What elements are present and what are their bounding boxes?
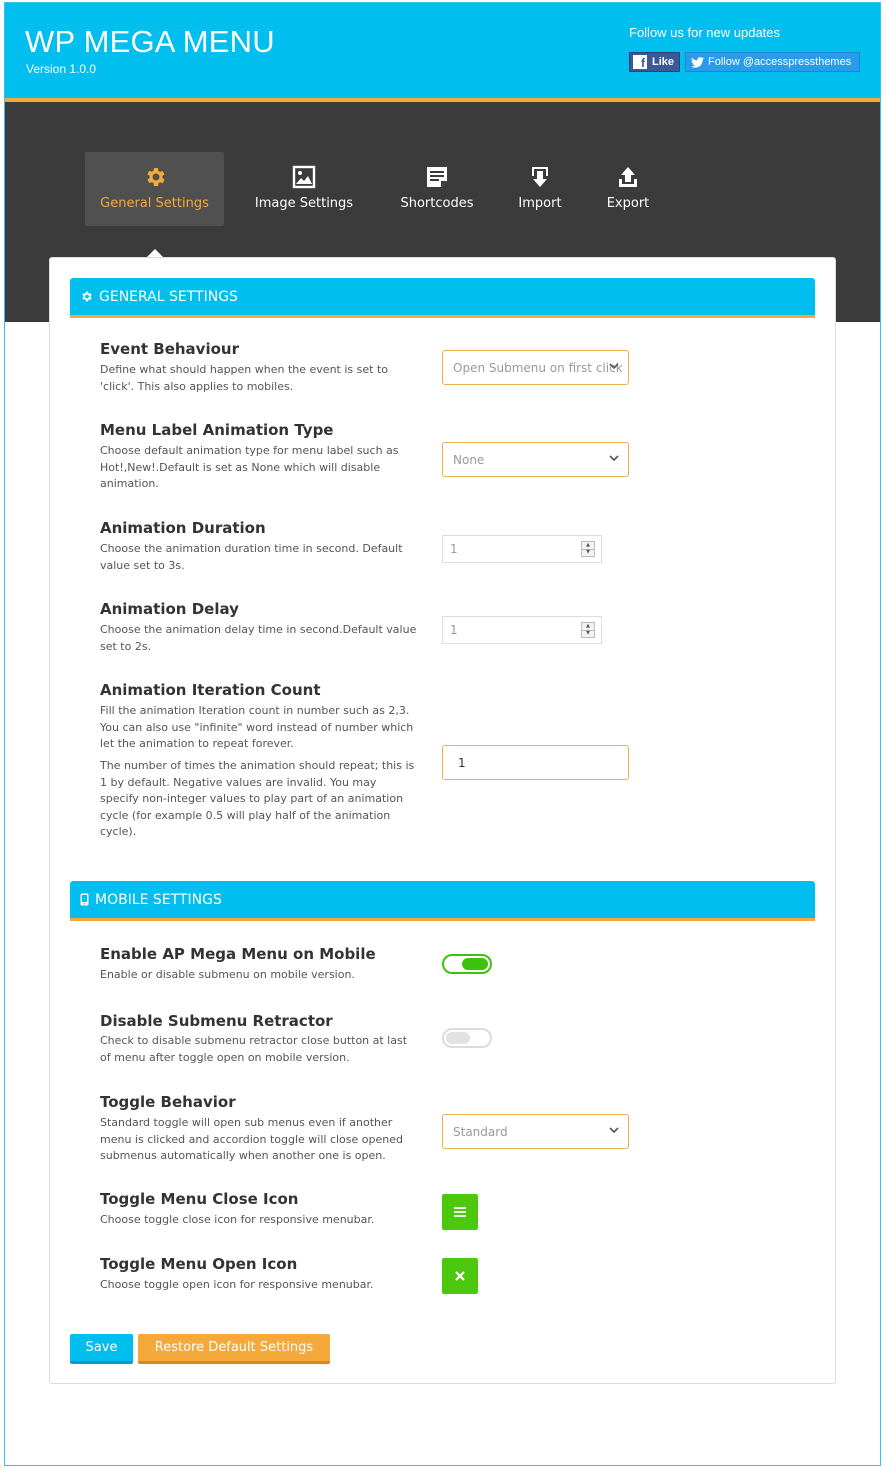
toggle-behavior-select[interactable] xyxy=(442,1114,629,1149)
animation-iteration-input[interactable] xyxy=(442,745,629,780)
number-spinner[interactable] xyxy=(581,622,595,638)
facebook-like-button[interactable] xyxy=(629,52,680,72)
animation-duration-title: Animation Duration xyxy=(100,519,266,537)
twitter-follow-button[interactable] xyxy=(685,52,860,72)
enable-mobile-desc: Enable or disable submenu on mobile version. xyxy=(100,968,355,981)
number-spinner[interactable] xyxy=(581,541,595,557)
general-settings-header xyxy=(70,278,815,318)
mobile-settings-header xyxy=(70,881,815,921)
toggle-knob xyxy=(462,958,488,970)
animation-delay-desc: Choose the animation delay time in second.Default value set to 2s. xyxy=(100,623,417,653)
document-icon xyxy=(425,164,449,190)
disable-retractor-desc: Check to disable submenu retractor close button at last of menu after toggle open on mobile version. xyxy=(100,1034,408,1064)
open-icon-desc: Choose toggle open icon for responsive menubar. xyxy=(100,1278,374,1291)
toggle-knob xyxy=(446,1032,470,1044)
export-icon xyxy=(617,164,639,190)
section-title: GENERAL SETTINGS xyxy=(99,288,238,305)
event-behaviour-select[interactable] xyxy=(442,350,629,385)
restore-defaults-button[interactable]: Restore Default Settings xyxy=(138,1334,330,1364)
animation-duration-input[interactable] xyxy=(442,535,602,563)
tab-import[interactable] xyxy=(510,152,570,226)
chevron-down-icon xyxy=(609,1127,619,1134)
plugin-title: WP MEGA MENU xyxy=(25,24,275,59)
save-button[interactable]: Save xyxy=(70,1334,133,1364)
tab-label: Export xyxy=(606,196,650,211)
gear-icon xyxy=(143,164,167,190)
tab-label: Shortcodes xyxy=(400,196,474,211)
event-behaviour-title: Event Behaviour xyxy=(100,340,239,358)
disable-retractor-toggle[interactable] xyxy=(442,1028,492,1048)
select-value: None xyxy=(453,452,485,467)
label-animation-select[interactable] xyxy=(442,442,629,477)
follow-text: Follow us for new updates xyxy=(629,25,781,40)
mobile-phone-icon xyxy=(80,893,89,906)
label-animation-title: Menu Label Animation Type xyxy=(100,421,334,439)
animation-iteration-note: The number of times the animation should repeat; this is 1 by default. Negative values are invalid. You may specify non-integer values to play part of an animation cycle (for example 0.5 will play half of the animation cycle). xyxy=(100,759,415,838)
tab-general-settings[interactable] xyxy=(85,152,224,226)
spin-up-icon[interactable]: ▲ xyxy=(586,541,590,548)
gear-icon xyxy=(80,290,93,303)
plugin-version: Version 1.0.0 xyxy=(26,62,97,76)
label-animation-desc: Choose default animation type for menu label such as Hot!,New!.Default is set as None which will disable animation. xyxy=(100,444,399,490)
tab-label: Image Settings xyxy=(254,196,354,211)
twitter-icon xyxy=(691,57,704,68)
animation-delay-input[interactable] xyxy=(442,616,602,644)
spin-down-icon[interactable]: ▼ xyxy=(582,630,594,638)
section-title: MOBILE SETTINGS xyxy=(95,891,222,908)
toggle-behavior-desc: Standard toggle will open sub menus even if another menu is clicked and accordion toggle will close opened submenus automatically when another one is open. xyxy=(100,1116,403,1162)
twitter-follow-label: Follow @accesspressthemes xyxy=(708,56,852,68)
animation-iteration-title: Animation Iteration Count xyxy=(100,681,321,699)
tab-image-settings[interactable] xyxy=(245,152,363,226)
close-icon-desc: Choose toggle close icon for responsive menubar. xyxy=(100,1213,375,1226)
animation-duration-desc: Choose the animation duration time in second. Default value set to 3s. xyxy=(100,542,403,572)
chevron-down-icon xyxy=(609,363,619,370)
input-value: 1 xyxy=(450,542,458,556)
open-icon-title: Toggle Menu Open Icon xyxy=(100,1255,298,1273)
event-behaviour-desc: Define what should happen when the event is set to 'click'. This also applies to mobiles. xyxy=(100,363,388,393)
tab-label: General Settings xyxy=(100,196,209,211)
spin-down-icon[interactable]: ▼ xyxy=(582,549,594,557)
image-icon xyxy=(292,164,316,190)
enable-mobile-toggle[interactable] xyxy=(442,954,492,974)
open-icon-picker[interactable] xyxy=(442,1258,478,1294)
toggle-behavior-title: Toggle Behavior xyxy=(100,1093,236,1111)
enable-mobile-title: Enable AP Mega Menu on Mobile xyxy=(100,945,376,963)
select-value: Open Submenu on first click xyxy=(453,360,623,375)
animation-iteration-desc: Fill the animation Iteration count in number such as 2,3. You can also use "infinite" word instead of number which let the animation to repeat forever. xyxy=(100,704,414,750)
tab-shortcodes[interactable] xyxy=(392,152,482,226)
input-value: 1 xyxy=(450,623,458,637)
facebook-icon: f xyxy=(633,55,647,69)
close-icon-title: Toggle Menu Close Icon xyxy=(100,1190,299,1208)
disable-retractor-title: Disable Submenu Retractor xyxy=(100,1012,333,1030)
close-x-icon xyxy=(455,1271,465,1281)
import-icon xyxy=(529,164,551,190)
chevron-down-icon xyxy=(609,455,619,462)
spin-up-icon[interactable]: ▲ xyxy=(586,622,590,629)
facebook-like-label: Like xyxy=(652,56,675,68)
select-value: Standard xyxy=(453,1124,508,1139)
close-icon-picker[interactable] xyxy=(442,1194,478,1230)
menu-bars-icon xyxy=(454,1207,466,1217)
tab-label: Import xyxy=(518,196,562,211)
input-value: 1 xyxy=(458,755,466,770)
animation-delay-title: Animation Delay xyxy=(100,600,239,618)
tab-export[interactable] xyxy=(598,152,658,226)
